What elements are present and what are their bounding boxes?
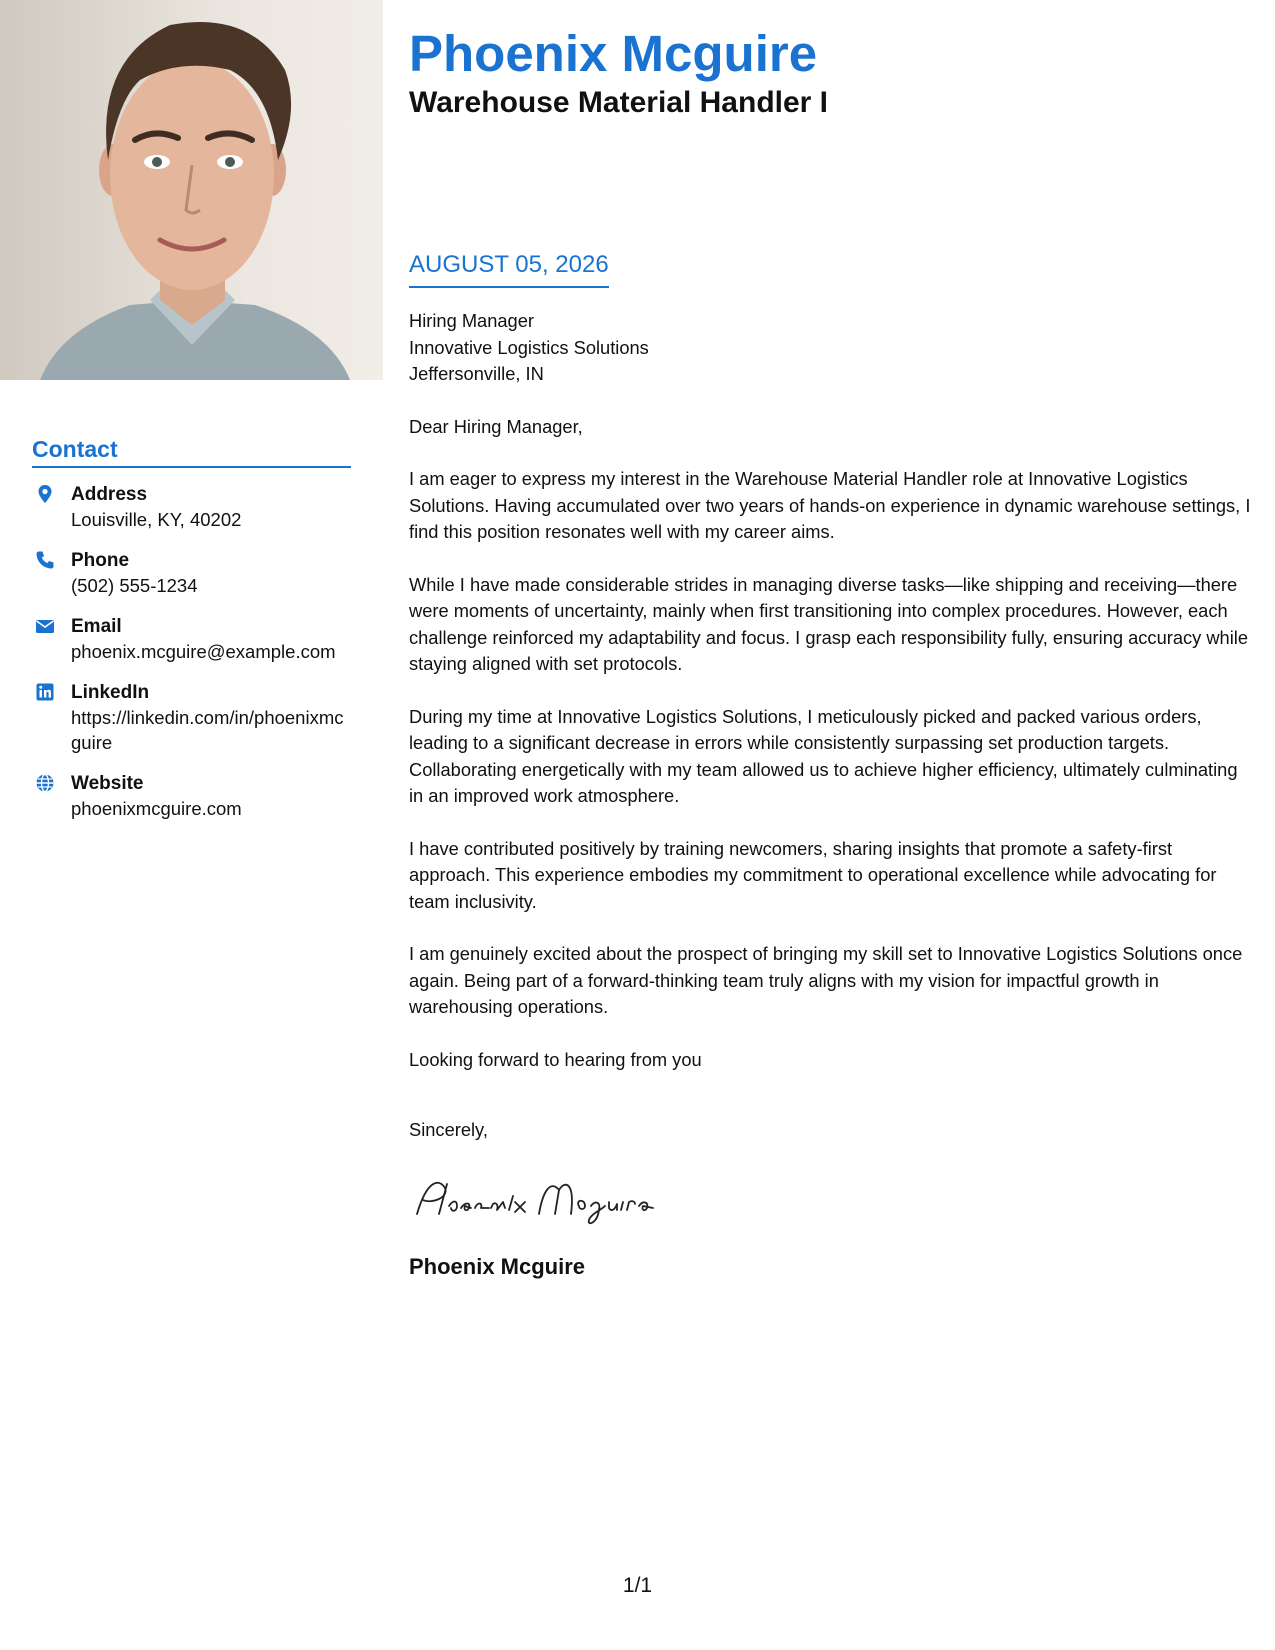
website-label: Website [71,773,144,794]
phone-icon [35,550,55,570]
contact-address [32,482,351,532]
body-paragraph: While I have made considerable strides in managing diverse tasks—like shipping and receiving—there were moments of uncertainty, mainly when first transitioning into complex procedures. However, each challenge reinforced my adaptability and focus. I grasp each responsibility fully, ensuring accuracy while staying aligned with set protocols. [409,573,1249,674]
sidebar [0,0,383,1650]
job-title: Warehouse Material Handler I [409,86,829,119]
contact-heading: Contact [32,436,351,468]
applicant-name: Phoenix Mcguire [409,25,818,82]
email-value[interactable]: phoenix.mcguire@example.com [71,641,336,662]
linkedin-icon [35,682,55,702]
phone-label: Phone [71,550,130,571]
handwritten-signature [409,1170,709,1230]
profile-photo [0,0,383,380]
contact-email [32,614,351,664]
page-number: 1/1 [622,1574,653,1597]
map-pin-icon [35,484,55,504]
closing: Sincerely, [409,1119,488,1140]
body-paragraph: I am eager to express my interest in the Warehouse Material Handler role at Innovative Logistics Solutions. Having accumulated over two years of hands-on experience in dynamic warehouse settings, I find this position resonates well with my career aims. [409,468,1251,542]
contact-website [32,771,351,821]
phone-value[interactable]: (502) 555-1234 [71,575,198,596]
sign-off-line: Looking forward to hearing from you [409,1048,702,1070]
body-paragraph: I have contributed positively by training newcomers, sharing insights that promote a safety-first approach. This experience embodies my commitment to operational excellence while advocating for team inclusivity. [409,837,1217,912]
signed-name: Phoenix Mcguire [409,1253,586,1279]
recipient-location: Jeffersonville, IN [409,363,544,384]
body-paragraph: During my time at Innovative Logistics Solutions, I meticulously picked and packed various orders, leading to a significant decrease in errors while consistently surpassing set production targets. Collaborating energetically with my team allowed us to achieve higher efficiency, ultimately culminating in an improved work atmosphere. [409,705,1238,806]
linkedin-label: LinkedIn [71,682,150,703]
recipient-block [409,308,1253,388]
recipient-company: Innovative Logistics Solutions [409,336,649,358]
letter-date: AUGUST 05, 2026 [409,250,609,288]
salutation: Dear Hiring Manager, [409,415,583,437]
address-value: Louisville, KY, 40202 [71,509,242,530]
letter-body [409,308,1253,1282]
email-label: Email [71,616,122,637]
contact-linkedin [32,680,351,755]
address-label: Address [71,484,148,505]
website-value[interactable]: phoenixmcguire.com [71,798,242,819]
linkedin-value[interactable]: https://linkedin.com/in/phoenixmcguire [71,707,344,753]
contact-phone [32,548,351,598]
globe-icon [35,773,55,793]
body-paragraph: I am genuinely excited about the prospect of bringing my skill set to Innovative Logistics Solutions once again. Being part of a forward-thinking team truly aligns with my vision for impactful growth in warehousing operations. [409,943,1243,1017]
envelope-icon [35,616,55,636]
recipient-title: Hiring Manager [409,310,534,331]
contact-section [32,436,351,821]
